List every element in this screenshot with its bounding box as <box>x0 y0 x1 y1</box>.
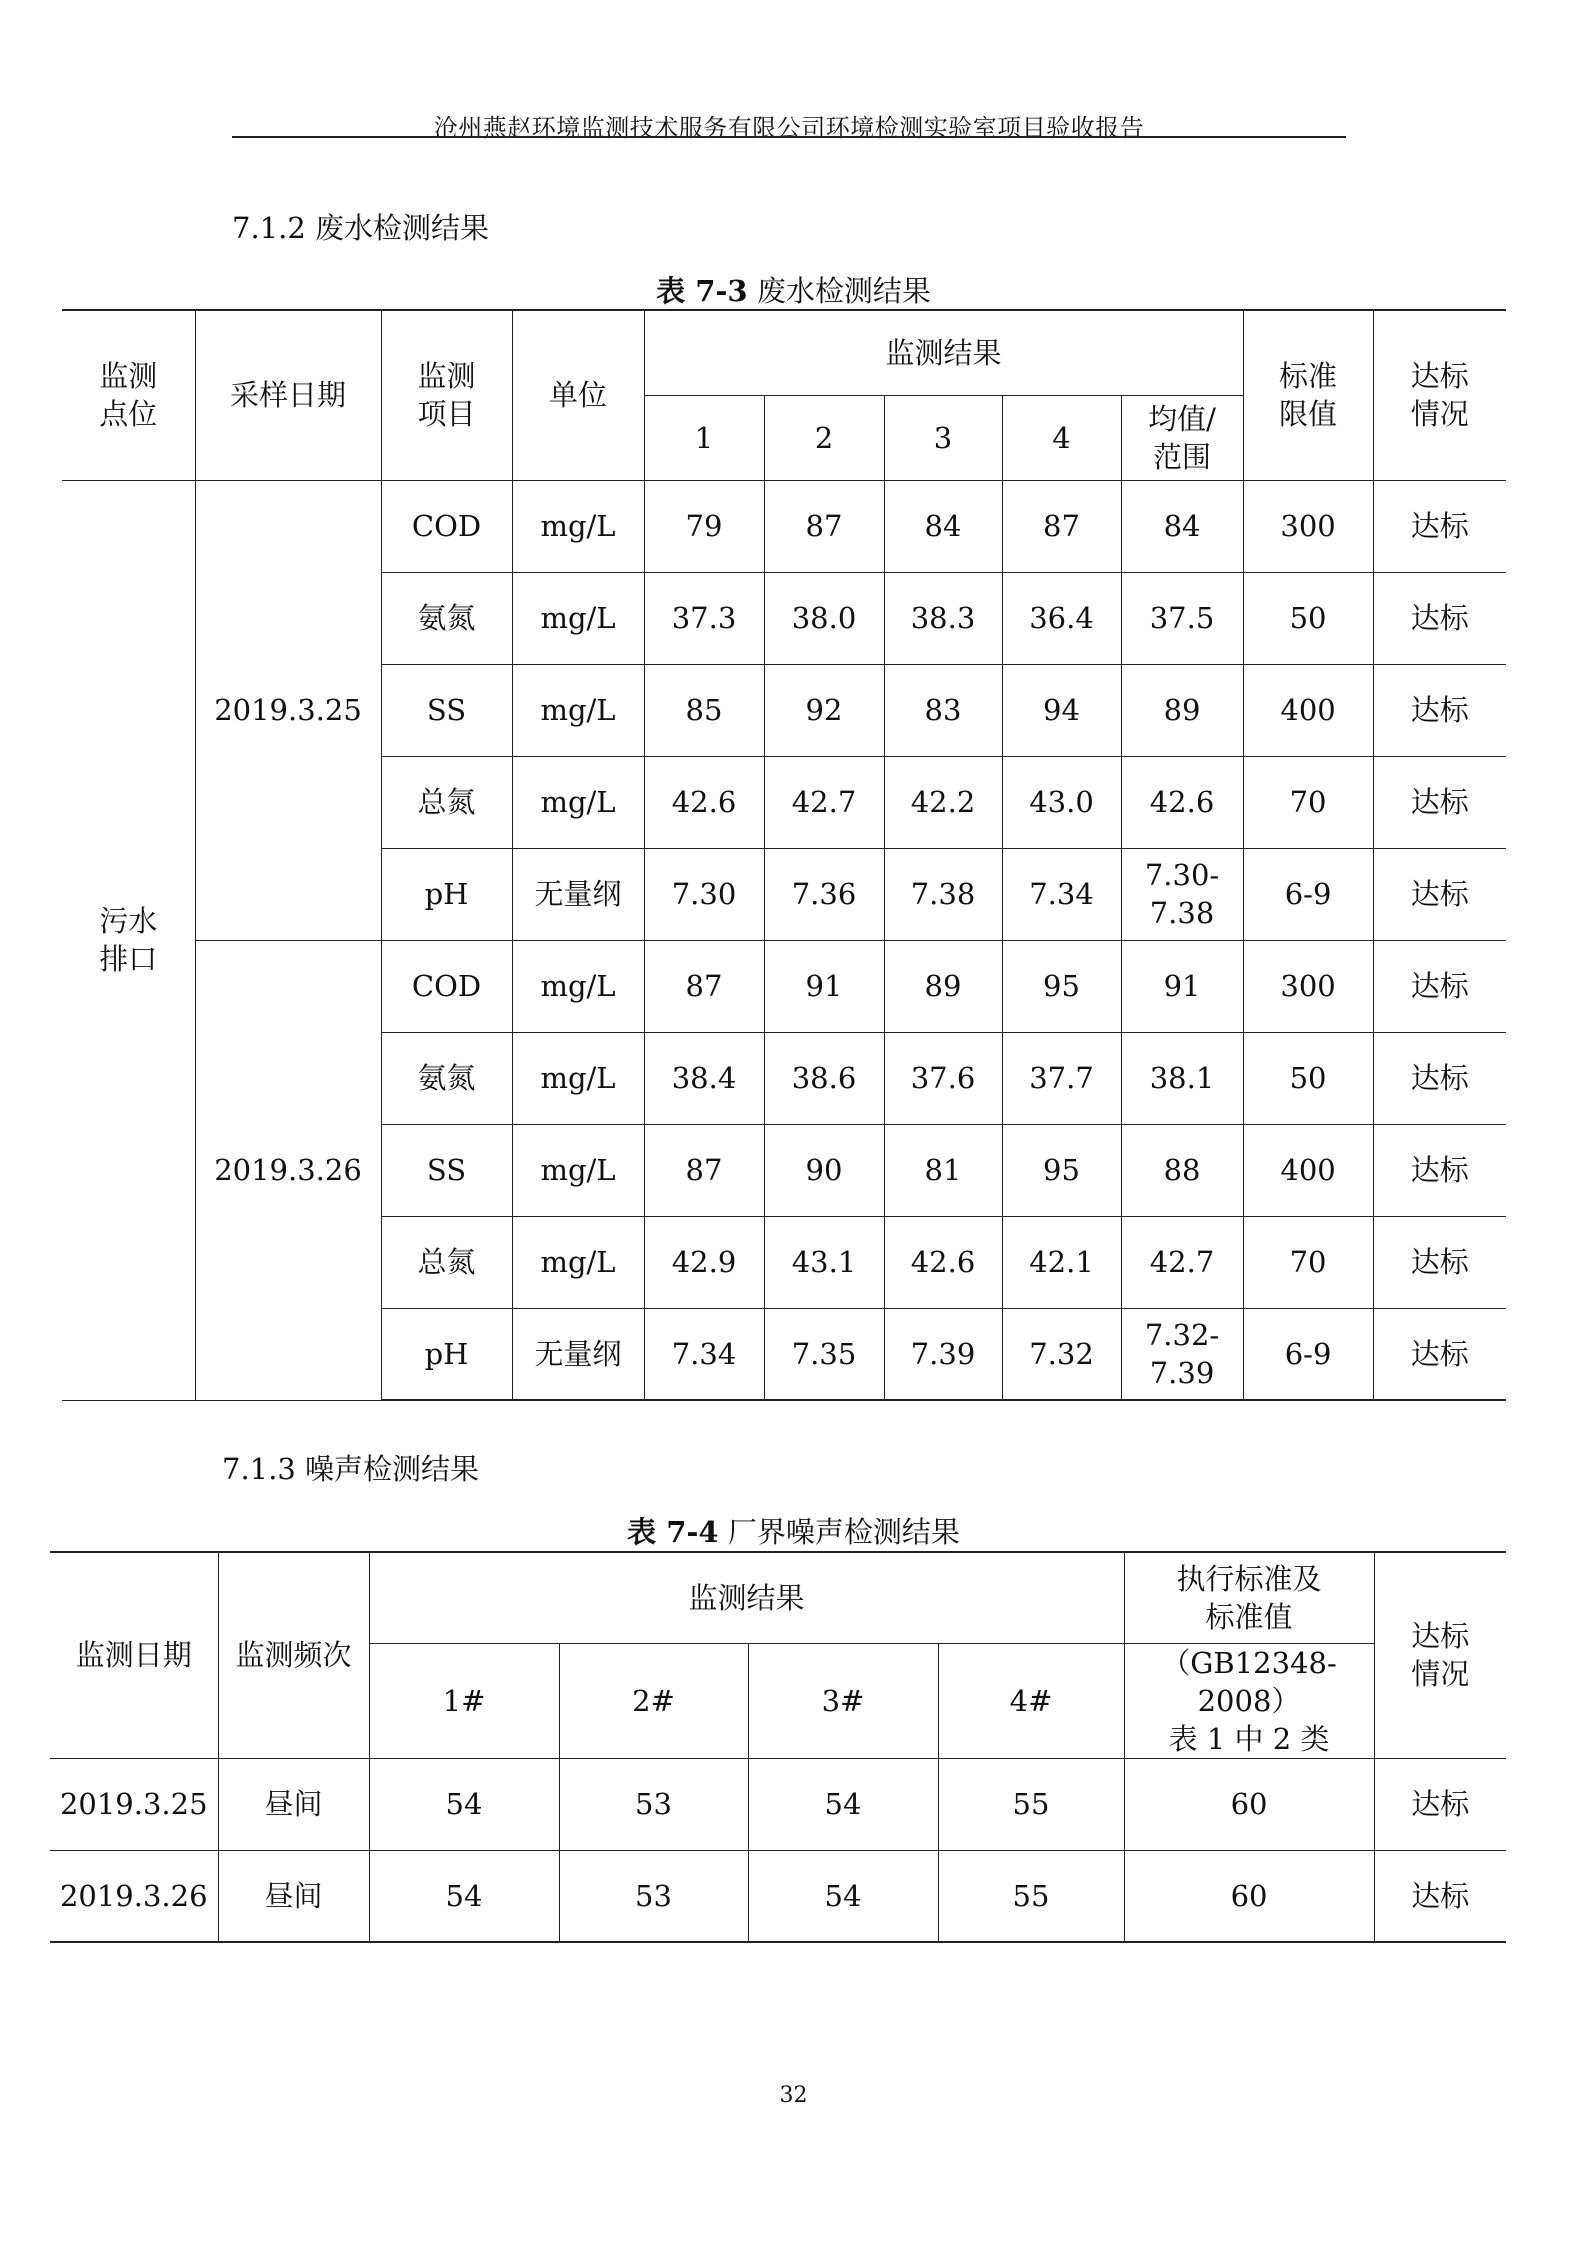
standard-limit: 70 <box>1243 1216 1373 1308</box>
noise-col-header-status: 达标 情况 <box>1374 1552 1506 1758</box>
noise-point-3: 54 <box>748 1850 938 1942</box>
unit: mg/L <box>512 664 644 756</box>
table-row <box>50 1850 1506 1942</box>
noise-table-number: 表 7-4 <box>627 1515 719 1549</box>
noise-col-header-point-4: 4# <box>938 1643 1124 1758</box>
wastewater-table-title: 废水检测结果 <box>756 274 931 308</box>
unit: mg/L <box>512 480 644 572</box>
result-2: 92 <box>764 664 884 756</box>
result-4: 94 <box>1002 664 1121 756</box>
standard-limit: 300 <box>1243 940 1373 1032</box>
result-2: 7.35 <box>764 1308 884 1400</box>
result-average: 91 <box>1121 940 1243 1032</box>
noise-col-header-point-2: 2# <box>559 1643 748 1758</box>
compliance-status: 达标 <box>1373 572 1506 664</box>
result-3: 7.39 <box>884 1308 1002 1400</box>
result-3: 42.6 <box>884 1216 1002 1308</box>
result-1: 85 <box>644 664 764 756</box>
result-average: 88 <box>1121 1124 1243 1216</box>
result-average: 42.7 <box>1121 1216 1243 1308</box>
result-2: 91 <box>764 940 884 1032</box>
result-2: 7.36 <box>764 848 884 940</box>
result-3: 38.3 <box>884 572 1002 664</box>
result-3: 42.2 <box>884 756 1002 848</box>
unit: mg/L <box>512 940 644 1032</box>
monitoring-item: SS <box>381 1124 512 1216</box>
wastewater-results-table <box>62 309 1506 1401</box>
page-number: 32 <box>779 2083 808 2108</box>
col-header-result-3: 3 <box>884 395 1002 480</box>
unit: mg/L <box>512 1124 644 1216</box>
result-average: 84 <box>1121 480 1243 572</box>
noise-table-caption <box>0 1510 1587 1551</box>
unit: mg/L <box>512 1032 644 1124</box>
wastewater-table-number: 表 7-3 <box>656 274 748 308</box>
monitoring-point: 污水 排口 <box>62 480 195 1400</box>
result-1: 38.4 <box>644 1032 764 1124</box>
report-header-title: 沧州燕赵环境监测技术服务有限公司环境检测实验室项目验收报告 <box>433 114 1145 142</box>
result-4: 87 <box>1002 480 1121 572</box>
noise-point-4: 55 <box>938 1758 1124 1850</box>
noise-date: 2019.3.26 <box>50 1850 218 1942</box>
result-2: 38.6 <box>764 1032 884 1124</box>
col-header-limit: 标准 限值 <box>1243 310 1373 480</box>
noise-section-heading: 7.1.3 噪声检测结果 <box>222 1452 480 1486</box>
result-4: 42.1 <box>1002 1216 1121 1308</box>
result-4: 95 <box>1002 1124 1121 1216</box>
result-4: 7.34 <box>1002 848 1121 940</box>
standard-limit: 6-9 <box>1243 848 1373 940</box>
result-1: 42.9 <box>644 1216 764 1308</box>
col-header-unit: 单位 <box>512 310 644 480</box>
compliance-status: 达标 <box>1373 1308 1506 1400</box>
result-2: 43.1 <box>764 1216 884 1308</box>
result-4: 43.0 <box>1002 756 1121 848</box>
noise-point-2: 53 <box>559 1758 748 1850</box>
standard-limit: 50 <box>1243 572 1373 664</box>
unit: mg/L <box>512 756 644 848</box>
compliance-status: 达标 <box>1373 664 1506 756</box>
monitoring-item: 氨氮 <box>381 1032 512 1124</box>
monitoring-item: COD <box>381 940 512 1032</box>
unit: 无量纲 <box>512 848 644 940</box>
unit: mg/L <box>512 1216 644 1308</box>
result-1: 42.6 <box>644 756 764 848</box>
result-average: 37.5 <box>1121 572 1243 664</box>
unit: 无量纲 <box>512 1308 644 1400</box>
result-2: 42.7 <box>764 756 884 848</box>
compliance-status: 达标 <box>1373 480 1506 572</box>
noise-col-header-point-1: 1# <box>369 1643 559 1758</box>
col-header-result-1: 1 <box>644 395 764 480</box>
standard-limit: 400 <box>1243 1124 1373 1216</box>
result-4: 37.7 <box>1002 1032 1121 1124</box>
monitoring-item: SS <box>381 664 512 756</box>
result-4: 36.4 <box>1002 572 1121 664</box>
noise-compliance-status: 达标 <box>1374 1758 1506 1850</box>
col-header-result-4: 4 <box>1002 395 1121 480</box>
standard-limit: 6-9 <box>1243 1308 1373 1400</box>
table-row <box>62 480 1506 572</box>
monitoring-item: 总氮 <box>381 756 512 848</box>
result-3: 83 <box>884 664 1002 756</box>
noise-col-header-date: 监测日期 <box>50 1552 218 1758</box>
compliance-status: 达标 <box>1373 1032 1506 1124</box>
noise-col-header-standard-ref: （GB12348-2008） 表 1 中 2 类 <box>1124 1643 1374 1758</box>
compliance-status: 达标 <box>1373 940 1506 1032</box>
col-header-average: 均值/ 范围 <box>1121 395 1243 480</box>
table-row <box>62 940 1506 1032</box>
monitoring-item: COD <box>381 480 512 572</box>
noise-col-header-point-3: 3# <box>748 1643 938 1758</box>
result-average: 89 <box>1121 664 1243 756</box>
result-2: 90 <box>764 1124 884 1216</box>
result-average: 42.6 <box>1121 756 1243 848</box>
result-average: 7.32- 7.39 <box>1121 1308 1243 1400</box>
col-header-item: 监测 项目 <box>381 310 512 480</box>
col-header-status: 达标 情况 <box>1373 310 1506 480</box>
compliance-status: 达标 <box>1373 1124 1506 1216</box>
table-row <box>50 1758 1506 1850</box>
result-average: 38.1 <box>1121 1032 1243 1124</box>
result-average: 7.30- 7.38 <box>1121 848 1243 940</box>
noise-point-4: 55 <box>938 1850 1124 1942</box>
result-2: 87 <box>764 480 884 572</box>
unit: mg/L <box>512 572 644 664</box>
col-header-results: 监测结果 <box>644 310 1243 395</box>
result-4: 95 <box>1002 940 1121 1032</box>
col-header-point: 监测 点位 <box>62 310 195 480</box>
noise-standard-value: 60 <box>1124 1758 1374 1850</box>
wastewater-section-heading: 7.1.2 废水检测结果 <box>232 211 490 245</box>
result-1: 37.3 <box>644 572 764 664</box>
compliance-status: 达标 <box>1373 1216 1506 1308</box>
result-3: 84 <box>884 480 1002 572</box>
noise-col-header-frequency: 监测频次 <box>218 1552 369 1758</box>
noise-table-title: 厂界噪声检测结果 <box>727 1515 960 1549</box>
result-4: 7.32 <box>1002 1308 1121 1400</box>
noise-point-1: 54 <box>369 1850 559 1942</box>
result-3: 37.6 <box>884 1032 1002 1124</box>
col-header-result-2: 2 <box>764 395 884 480</box>
standard-limit: 50 <box>1243 1032 1373 1124</box>
noise-col-header-standard: 执行标准及 标准值 <box>1124 1552 1374 1643</box>
monitoring-item: 氨氮 <box>381 572 512 664</box>
noise-date: 2019.3.25 <box>50 1758 218 1850</box>
result-3: 89 <box>884 940 1002 1032</box>
result-1: 7.34 <box>644 1308 764 1400</box>
noise-frequency: 昼间 <box>218 1758 369 1850</box>
noise-col-header-results: 监测结果 <box>369 1552 1124 1643</box>
wastewater-table-caption <box>0 269 1587 310</box>
noise-frequency: 昼间 <box>218 1850 369 1942</box>
monitoring-item: pH <box>381 1308 512 1400</box>
noise-point-2: 53 <box>559 1850 748 1942</box>
result-2: 38.0 <box>764 572 884 664</box>
noise-point-3: 54 <box>748 1758 938 1850</box>
monitoring-item: pH <box>381 848 512 940</box>
standard-limit: 300 <box>1243 480 1373 572</box>
sampling-date: 2019.3.26 <box>195 940 381 1400</box>
monitoring-item: 总氮 <box>381 1216 512 1308</box>
result-1: 7.30 <box>644 848 764 940</box>
noise-point-1: 54 <box>369 1758 559 1850</box>
standard-limit: 400 <box>1243 664 1373 756</box>
compliance-status: 达标 <box>1373 756 1506 848</box>
result-3: 7.38 <box>884 848 1002 940</box>
result-1: 87 <box>644 1124 764 1216</box>
noise-standard-value: 60 <box>1124 1850 1374 1942</box>
compliance-status: 达标 <box>1373 848 1506 940</box>
sampling-date: 2019.3.25 <box>195 480 381 940</box>
col-header-date: 采样日期 <box>195 310 381 480</box>
result-3: 81 <box>884 1124 1002 1216</box>
result-1: 79 <box>644 480 764 572</box>
noise-results-table <box>50 1551 1506 1943</box>
header-divider <box>232 136 1346 138</box>
result-1: 87 <box>644 940 764 1032</box>
standard-limit: 70 <box>1243 756 1373 848</box>
noise-compliance-status: 达标 <box>1374 1850 1506 1942</box>
